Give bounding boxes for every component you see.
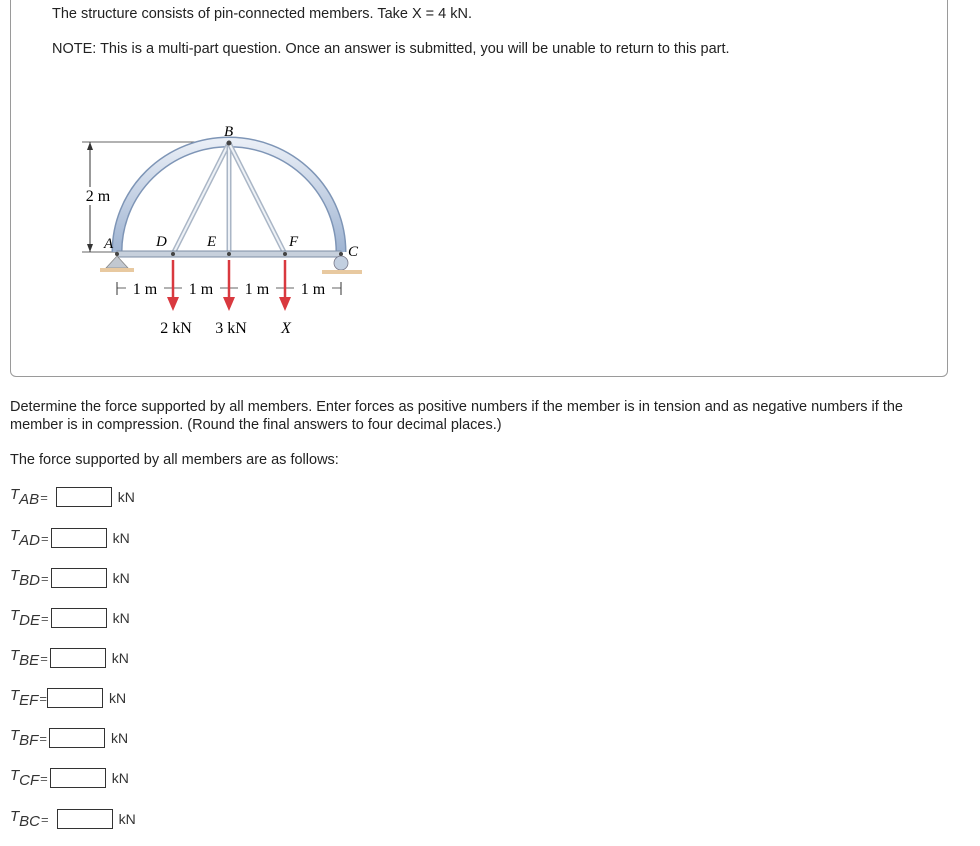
unit-label: kN — [110, 730, 129, 746]
joint-d — [171, 252, 175, 256]
answer-row-tbd: $T_{BD}$ = kN — [10, 567, 130, 589]
load-arrow-d-icon — [167, 297, 179, 311]
joint-e — [227, 252, 231, 256]
joint-f — [283, 252, 287, 256]
row-label: $T_{BC}$ — [10, 808, 41, 830]
answer-row-tcf: $T_{CF}$ = kN — [10, 767, 129, 789]
unit-label: kN — [118, 811, 136, 827]
tad-input[interactable] — [51, 528, 107, 548]
row-label: $T_{BF}$ — [10, 727, 39, 749]
tbc-input[interactable] — [57, 809, 113, 829]
load-label-f: X — [281, 320, 291, 337]
node-label-e: E — [207, 234, 217, 250]
node-label-b: B — [224, 124, 234, 140]
joint-a — [115, 252, 119, 256]
answer-row-tef: $T_{EF}$ = kN — [10, 687, 127, 709]
roller-support-c-icon — [334, 256, 348, 270]
instructions: Determine the force supported by all members. Enter forces as positive numbers if the member is in tension and as negative numbers if the member is in compression. (Round the final answers to four decimal places.) — [10, 399, 903, 433]
load-label-e: 3 kN — [215, 320, 247, 337]
row-label: $T_{AB}$ — [10, 486, 40, 508]
tef-input[interactable] — [47, 688, 103, 708]
tbe-input[interactable] — [50, 648, 106, 668]
tde-input[interactable] — [51, 608, 107, 628]
tcf-input[interactable] — [50, 768, 106, 788]
answer-row-tbe: $T_{BE}$ = kN — [10, 647, 129, 669]
row-label: $T_{BD}$ — [10, 567, 41, 589]
unit-label: kN — [111, 650, 129, 666]
height-arrow-top-icon — [87, 142, 93, 150]
node-label-f: F — [289, 234, 299, 250]
node-label-c: C — [348, 244, 359, 260]
node-label-d: D — [156, 234, 167, 250]
height-label: 2 m — [85, 188, 111, 205]
answer-row-tab: $T_{AB}$ = kN — [10, 486, 135, 508]
spacing-label-ad: 1 m — [132, 281, 158, 298]
unit-label: kN — [112, 570, 130, 586]
answer-row-tde: $T_{DE}$ = kN — [10, 607, 130, 629]
ground-left — [100, 268, 134, 272]
unit-label: kN — [112, 530, 130, 546]
row-label: $T_{DE}$ — [10, 607, 41, 629]
pin-support-a-icon — [106, 256, 128, 268]
row-label: $T_{BE}$ — [10, 647, 40, 669]
tbd-input[interactable] — [51, 568, 107, 588]
spacing-label-de: 1 m — [188, 281, 214, 298]
ground-right — [322, 270, 362, 274]
unit-label: kN — [111, 770, 129, 786]
node-label-a: A — [104, 236, 114, 252]
load-label-d: 2 kN — [160, 320, 192, 337]
unit-label: kN — [117, 489, 135, 505]
truss-figure — [60, 115, 380, 340]
load-arrow-f-icon — [279, 297, 291, 311]
joint-c — [339, 252, 343, 256]
tbf-input[interactable] — [49, 728, 105, 748]
answer-row-tbf: $T_{BF}$ = kN — [10, 727, 129, 749]
lead-in-text: The force supported by all members are as follows: — [10, 452, 339, 468]
row-label: $T_{AD}$ — [10, 527, 41, 549]
spacing-label-ef: 1 m — [244, 281, 270, 298]
tab-input[interactable] — [56, 487, 112, 507]
load-arrow-e-icon — [223, 297, 235, 311]
multipart-note: NOTE: This is a multi-part question. Once an answer is submitted, you will be unable to return to this part. — [52, 41, 730, 57]
spacing-label-fc: 1 m — [300, 281, 326, 298]
answer-row-tad: $T_{AD}$ = kN — [10, 527, 130, 549]
unit-label: kN — [108, 690, 127, 706]
row-label: $T_{CF}$ — [10, 767, 40, 789]
row-label: $T_{EF}$ — [10, 687, 39, 709]
problem-statement: The structure consists of pin-connected members. Take X = 4 kN. — [52, 6, 473, 22]
joint-b — [227, 141, 232, 146]
unit-label: kN — [112, 610, 130, 626]
answer-row-tbc: $T_{BC}$ = kN — [10, 808, 136, 830]
height-arrow-bottom-icon — [87, 244, 93, 252]
